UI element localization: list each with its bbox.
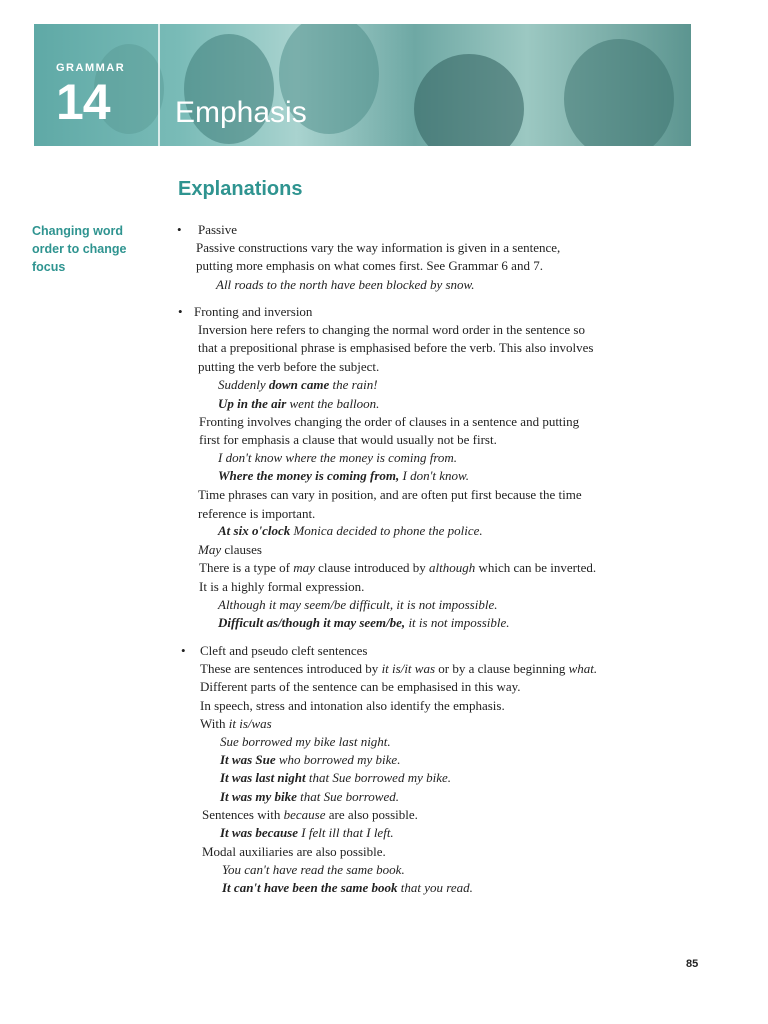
inline-text: or by a clause beginning	[435, 661, 569, 676]
inline-text: With	[200, 716, 229, 731]
text-line	[202, 806, 418, 824]
example-emphasis: It was last night	[220, 770, 306, 785]
example-text: that you read.	[397, 880, 473, 895]
fronting-heading: Fronting and inversion	[194, 304, 313, 319]
example-line	[218, 522, 483, 540]
inline-italic: although	[428, 560, 476, 575]
bullet-marker: •	[178, 304, 183, 319]
text-line: putting the verb before the subject.	[198, 359, 380, 374]
inline-text: clauses	[221, 542, 262, 557]
text-line: Inversion here refers to changing the normal word order in the sentence so	[198, 322, 585, 337]
example-line: I don't know where the money is coming from.	[218, 450, 458, 465]
example-line	[220, 824, 394, 842]
grammar-label: GRAMMAR	[56, 62, 126, 74]
bullet-marker: •	[177, 222, 182, 237]
text-line: In speech, stress and intonation also identify the emphasis.	[200, 698, 505, 713]
example-text: that Sue borrowed my bike.	[305, 770, 452, 785]
section-heading: Explanations	[178, 178, 303, 200]
text-line: Different parts of the sentence can be emphasised in this way.	[200, 679, 521, 694]
example-emphasis: It was Sue	[220, 752, 276, 767]
banner-divider	[158, 24, 160, 146]
inline-text: There is a type of	[199, 560, 294, 575]
example-text: who borrowed my bike.	[275, 752, 401, 767]
example-line	[220, 769, 451, 787]
example-emphasis: It was my bike	[220, 789, 297, 804]
inline-italic: it is/was	[228, 716, 272, 731]
inline-italic: because	[283, 807, 326, 822]
grammar-number: 14	[56, 74, 110, 130]
example-text: Monica decided to phone the police.	[290, 523, 483, 538]
example-line	[220, 788, 399, 806]
text-line: reference is important.	[198, 506, 316, 521]
text-line: putting more emphasis on what comes first. See Grammar 6 and 7.	[196, 258, 543, 273]
text-line: Modal auxiliaries are also possible.	[202, 844, 386, 859]
inline-text: Sentences with	[202, 807, 284, 822]
example-text: the rain!	[329, 377, 378, 392]
inline-italic: it is/it was	[381, 661, 436, 676]
example-emphasis: At six o'clock	[218, 523, 291, 538]
example-line: Sue borrowed my bike last night.	[220, 734, 391, 749]
example-text: I don't know.	[399, 468, 469, 483]
example-text: I felt ill that I left.	[298, 825, 394, 840]
example-line: You can't have read the same book.	[222, 862, 405, 877]
example-emphasis: Where the money is coming from,	[218, 468, 400, 483]
cleft-heading: Cleft and pseudo cleft sentences	[200, 643, 368, 658]
text-line: that a prepositional phrase is emphasised before the verb. This also involves	[198, 340, 594, 355]
example-line	[218, 376, 378, 394]
example-text: Suddenly	[218, 377, 269, 392]
example-line	[220, 751, 400, 769]
text-line	[199, 559, 596, 577]
inline-text: clause introduced by	[314, 560, 429, 575]
example-line: All roads to the north have been blocked by snow.	[216, 277, 475, 292]
text-line: Time phrases can vary in position, and are often put first because the time	[198, 487, 582, 502]
text-line: It is a highly formal expression.	[199, 579, 365, 594]
example-emphasis: Up in the air	[218, 396, 287, 411]
example-emphasis: down came	[268, 377, 330, 392]
text-line: Passive constructions vary the way information is given in a sentence,	[196, 240, 561, 255]
example-text: went the balloon.	[286, 396, 380, 411]
example-line	[218, 614, 510, 632]
bullet-marker: •	[181, 643, 186, 658]
text-line	[200, 715, 272, 733]
example-line	[218, 467, 469, 485]
example-text: that Sue borrowed.	[296, 789, 399, 804]
inline-italic: May	[198, 542, 222, 557]
page-title: Emphasis	[175, 96, 307, 129]
inline-text: These are sentences introduced by	[200, 661, 382, 676]
text-line: Fronting involves changing the order of clauses in a sentence and putting	[199, 414, 580, 429]
example-line: Although it may seem/be difficult, it is not impossible.	[218, 597, 498, 612]
text-line	[200, 660, 597, 678]
text-line	[198, 541, 262, 559]
header-banner	[34, 24, 691, 146]
side-note: Changing word order to change focus	[32, 224, 127, 274]
example-text: it is not impossible.	[405, 615, 510, 630]
inline-italic: what.	[568, 661, 598, 676]
page-number: 85	[686, 958, 699, 970]
example-line	[218, 395, 379, 413]
inline-text: are also possible.	[325, 807, 418, 822]
example-emphasis: It was because	[220, 825, 298, 840]
inline-italic: may	[293, 560, 315, 575]
example-emphasis: Difficult as/though it may seem/be,	[218, 615, 406, 630]
inline-text: which can be inverted.	[475, 560, 597, 575]
example-line	[222, 879, 473, 897]
passive-heading: Passive	[198, 222, 237, 237]
text-line: first for emphasis a clause that would usually not be first.	[199, 432, 497, 447]
example-emphasis: It can't have been the same book	[222, 880, 398, 895]
